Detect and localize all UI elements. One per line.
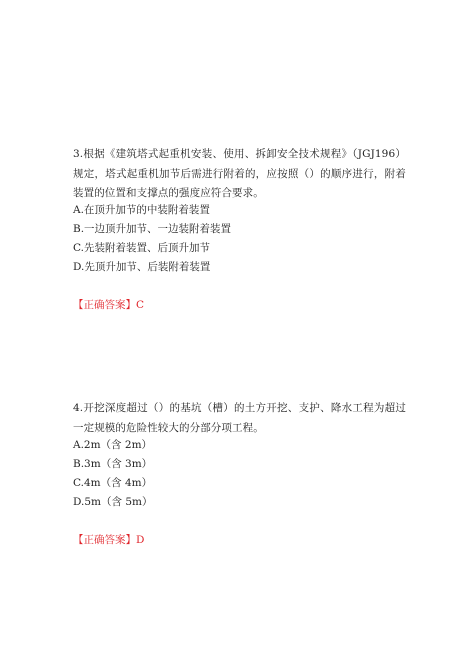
question-3-stem: 3.根据《建筑塔式起重机安装、使用、拆卸安全技术规程》（JGJ196）规定，塔式起重机加节后需进行附着的，应按照（）的顺序进行，附着装置的位置和支撑点的强度应符合要求。 <box>73 148 406 199</box>
question-3-answer <box>73 298 144 312</box>
question-4-option-d: D.5m（含 5m） <box>73 496 153 508</box>
answer-value: C <box>136 299 145 311</box>
question-4-option-b: B.3m（含 3m） <box>73 458 153 470</box>
answer-label: 【正确答案】 <box>73 534 136 546</box>
question-4-stem: 4.开挖深度超过（）的基坑（槽）的土方开挖、支护、降水工程为超过一定规模的危险性较大的分部分项工程。 <box>73 402 406 434</box>
question-4-option-a: A.2m（含 2m） <box>73 439 153 451</box>
question-4-answer <box>73 533 144 547</box>
question-3-option-d: D.先顶升加节、后装附着装置 <box>73 261 211 273</box>
question-3-option-b: B.一边顶升加节、一边装附着装置 <box>73 223 232 235</box>
question-3-option-c: C.先装附着装置、后顶升加节 <box>73 242 210 254</box>
answer-value: D <box>136 534 145 546</box>
question-4-option-c: C.4m（含 4m） <box>73 477 153 489</box>
answer-label: 【正确答案】 <box>73 299 136 311</box>
question-3-option-a: A.在顶升加节的中装附着装置 <box>73 204 210 216</box>
